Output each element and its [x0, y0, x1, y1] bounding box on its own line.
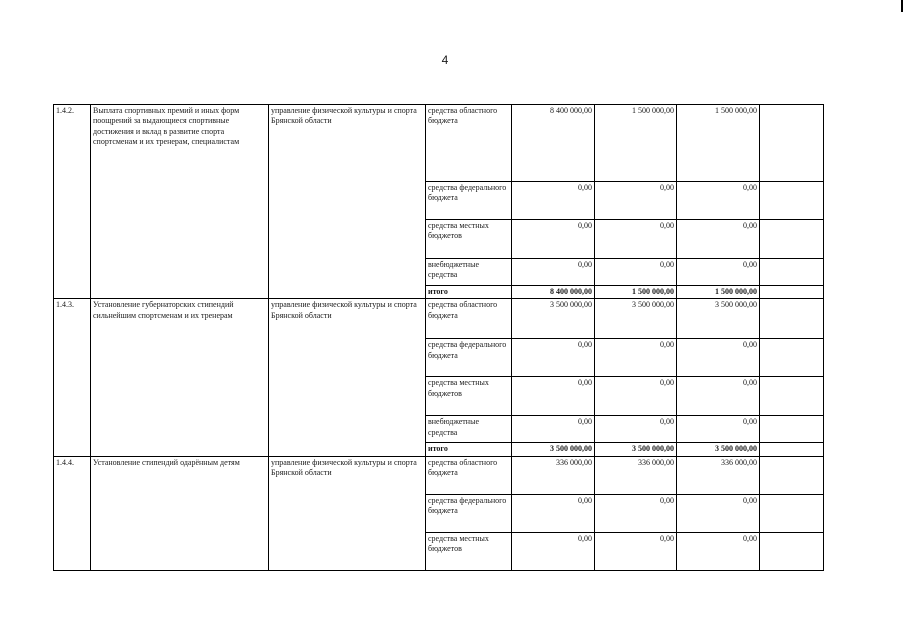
empty-cell — [760, 532, 824, 570]
empty-cell — [760, 220, 824, 259]
amount-cell: 0,00 — [595, 220, 677, 259]
amount-cell: 3 500 000,00 — [512, 443, 595, 456]
amount-cell: 0,00 — [677, 220, 760, 259]
amount-cell: 3 500 000,00 — [677, 299, 760, 339]
funding-source: средства местных бюджетов — [426, 377, 512, 416]
item-name: Установление стипендий одарённым детям — [91, 456, 269, 570]
empty-cell — [760, 182, 824, 220]
funding-source: внебюджетные средства — [426, 259, 512, 286]
amount-cell: 0,00 — [512, 220, 595, 259]
item-executor: управление физической культуры и спорта Брянской области — [269, 105, 426, 299]
amount-cell: 1 500 000,00 — [677, 286, 760, 299]
amount-cell: 3 500 000,00 — [595, 443, 677, 456]
amount-cell: 0,00 — [512, 339, 595, 377]
empty-cell — [760, 443, 824, 456]
item-name: Выплата спортивных премий и иных форм поощрений за выдающиеся спортивные достижения и вклад в развитие спорта спортсменам и их тренерам, специалистам — [91, 105, 269, 299]
amount-cell: 0,00 — [595, 416, 677, 443]
amount-cell: 0,00 — [595, 532, 677, 570]
amount-cell: 0,00 — [677, 377, 760, 416]
amount-cell: 0,00 — [512, 259, 595, 286]
amount-cell: 336 000,00 — [512, 456, 595, 494]
funding-source: средства областного бюджета — [426, 105, 512, 182]
funding-source: итого — [426, 286, 512, 299]
table-row — [54, 456, 824, 494]
item-name: Установление губернаторских стипендий сильнейшим спортсменам и их тренерам — [91, 299, 269, 456]
funding-source: средства местных бюджетов — [426, 532, 512, 570]
page-number: 4 — [441, 53, 449, 67]
table-row — [54, 105, 824, 182]
amount-cell: 0,00 — [512, 377, 595, 416]
empty-cell — [760, 299, 824, 339]
amount-cell: 3 500 000,00 — [512, 299, 595, 339]
empty-cell — [760, 456, 824, 494]
amount-cell: 3 500 000,00 — [595, 299, 677, 339]
amount-cell: 0,00 — [677, 339, 760, 377]
empty-cell — [760, 416, 824, 443]
amount-cell: 0,00 — [677, 182, 760, 220]
amount-cell: 8 400 000,00 — [512, 105, 595, 182]
funding-source: средства местных бюджетов — [426, 220, 512, 259]
item-code: 1.4.4. — [54, 456, 91, 570]
amount-cell: 0,00 — [677, 532, 760, 570]
amount-cell: 0,00 — [595, 182, 677, 220]
budget-table — [53, 104, 824, 571]
amount-cell: 0,00 — [595, 339, 677, 377]
amount-cell: 0,00 — [595, 494, 677, 532]
scan-edge-mark — [901, 0, 903, 12]
empty-cell — [760, 339, 824, 377]
amount-cell: 8 400 000,00 — [512, 286, 595, 299]
empty-cell — [760, 377, 824, 416]
amount-cell: 336 000,00 — [677, 456, 760, 494]
empty-cell — [760, 105, 824, 182]
amount-cell: 0,00 — [677, 416, 760, 443]
amount-cell: 336 000,00 — [595, 456, 677, 494]
amount-cell: 3 500 000,00 — [677, 443, 760, 456]
empty-cell — [760, 286, 824, 299]
item-code: 1.4.2. — [54, 105, 91, 299]
funding-source: средства федерального бюджета — [426, 494, 512, 532]
amount-cell: 0,00 — [512, 416, 595, 443]
item-code: 1.4.3. — [54, 299, 91, 456]
amount-cell: 1 500 000,00 — [595, 105, 677, 182]
item-executor: управление физической культуры и спорта Брянской области — [269, 456, 426, 570]
empty-cell — [760, 494, 824, 532]
amount-cell: 0,00 — [677, 494, 760, 532]
funding-source: средства федерального бюджета — [426, 182, 512, 220]
table-row — [54, 299, 824, 339]
amount-cell: 0,00 — [512, 532, 595, 570]
amount-cell: 1 500 000,00 — [595, 286, 677, 299]
funding-source: средства федерального бюджета — [426, 339, 512, 377]
funding-source: итого — [426, 443, 512, 456]
item-executor: управление физической культуры и спорта Брянской области — [269, 299, 426, 456]
empty-cell — [760, 259, 824, 286]
amount-cell: 0,00 — [512, 494, 595, 532]
amount-cell: 0,00 — [677, 259, 760, 286]
funding-source: средства областного бюджета — [426, 299, 512, 339]
amount-cell: 1 500 000,00 — [677, 105, 760, 182]
funding-source: внебюджетные средства — [426, 416, 512, 443]
amount-cell: 0,00 — [595, 259, 677, 286]
amount-cell: 0,00 — [595, 377, 677, 416]
amount-cell: 0,00 — [512, 182, 595, 220]
funding-source: средства областного бюджета — [426, 456, 512, 494]
